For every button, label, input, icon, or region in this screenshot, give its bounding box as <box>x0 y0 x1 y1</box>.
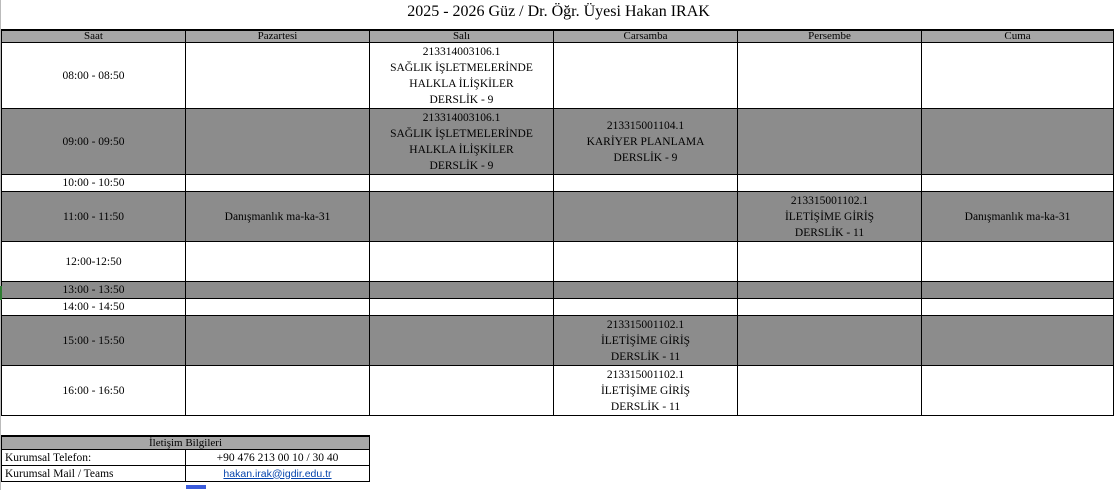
col-header-time: Saat <box>2 30 186 43</box>
schedule-cell <box>922 43 1114 109</box>
schedule-cell <box>186 43 370 109</box>
schedule-cell <box>370 192 554 242</box>
course-line: DERSLİK - 9 <box>429 93 494 106</box>
course-line: HALKLA İLİŞKİLER <box>409 143 514 156</box>
header-row <box>2 30 1114 43</box>
schedule-row <box>2 366 1114 416</box>
schedule-cell <box>370 366 554 416</box>
mail-label: Kurumsal Mail / Teams <box>2 466 186 482</box>
course-line: Danışmanlık ma-ka-31 <box>964 210 1071 223</box>
schedule-row <box>2 192 1114 242</box>
phone-value: +90 476 213 00 10 / 30 40 <box>186 450 370 466</box>
course-line: SAĞLIK İŞLETMELERİNDE <box>390 61 533 74</box>
schedule-cell <box>738 175 922 192</box>
schedule-cell <box>738 316 922 366</box>
schedule-cell <box>554 282 738 299</box>
course-line: DERSLİK - 11 <box>610 400 681 413</box>
schedule-row <box>2 43 1114 109</box>
course-line: İLETİŞİME GİRİŞ <box>600 384 691 397</box>
schedule-cell <box>738 192 922 242</box>
schedule-row <box>2 316 1114 366</box>
course-line: DERSLİK - 11 <box>610 350 681 363</box>
course-line: SAĞLIK İŞLETMELERİNDE <box>390 127 533 140</box>
schedule-cell <box>738 299 922 316</box>
time-slot: 11:00 - 11:50 <box>2 192 186 242</box>
course-line: 213315001102.1 <box>606 368 685 381</box>
time-slot: 10:00 - 10:50 <box>2 175 186 192</box>
time-slot: 16:00 - 16:50 <box>2 366 186 416</box>
col-header-wednesday: Carsamba <box>554 30 738 43</box>
schedule-cell <box>186 109 370 175</box>
schedule-cell <box>186 316 370 366</box>
schedule-cell <box>186 242 370 282</box>
col-header-tuesday: Salı <box>370 30 554 43</box>
schedule-cell <box>922 299 1114 316</box>
schedule-cell <box>738 366 922 416</box>
schedule-cell <box>922 282 1114 299</box>
schedule-cell <box>738 242 922 282</box>
course-line: 213315001102.1 <box>606 318 685 331</box>
page-title: 2025 - 2026 Güz / Dr. Öğr. Üyesi Hakan IRAK <box>407 3 710 20</box>
course-line: DERSLİK - 9 <box>429 159 494 172</box>
schedule-cell <box>922 192 1114 242</box>
col-header-friday: Cuma <box>922 30 1114 43</box>
course-line: DERSLİK - 9 <box>613 151 678 164</box>
time-slot: 14:00 - 14:50 <box>2 299 186 316</box>
time-slot: 08:00 - 08:50 <box>2 43 186 109</box>
schedule-cell <box>370 109 554 175</box>
course-line: HALKLA İLİŞKİLER <box>409 77 514 90</box>
schedule-cell <box>554 109 738 175</box>
schedule-cell <box>738 43 922 109</box>
contact-table <box>1 435 370 482</box>
schedule-cell <box>186 282 370 299</box>
schedule-cell <box>554 299 738 316</box>
schedule-cell <box>370 316 554 366</box>
time-slot: 09:00 - 09:50 <box>2 109 186 175</box>
schedule-cell <box>554 242 738 282</box>
course-line: Danışmanlık ma-ka-31 <box>224 210 331 223</box>
schedule-cell <box>370 43 554 109</box>
schedule-cell <box>186 299 370 316</box>
course-line: İLETİŞİME GİRİŞ <box>600 334 691 347</box>
phone-label: Kurumsal Telefon: <box>2 450 186 466</box>
contact-header: İletişim Bilgileri <box>2 436 370 450</box>
col-header-monday: Pazartesi <box>186 30 370 43</box>
schedule-cell <box>922 316 1114 366</box>
course-line: DERSLİK - 11 <box>794 226 865 239</box>
col-header-thursday: Persembe <box>738 30 922 43</box>
course-line: 213314003106.1 <box>422 45 501 58</box>
contact-mail-row <box>2 466 370 482</box>
schedule-cell <box>554 192 738 242</box>
course-line: 213314003106.1 <box>422 111 501 124</box>
schedule-cell <box>186 175 370 192</box>
schedule-cell <box>922 175 1114 192</box>
schedule-cell <box>554 175 738 192</box>
schedule-row <box>2 282 1114 299</box>
time-slot: 15:00 - 15:50 <box>2 316 186 366</box>
schedule-cell <box>370 242 554 282</box>
contact-phone-row <box>2 450 370 466</box>
schedule-cell <box>922 366 1114 416</box>
mail-link[interactable]: hakan.irak@igdir.edu.tr <box>223 467 332 480</box>
schedule-cell <box>186 366 370 416</box>
schedule-cell <box>738 109 922 175</box>
schedule-row <box>2 242 1114 282</box>
course-line: 213315001102.1 <box>790 194 869 207</box>
course-line: İLETİŞİME GİRİŞ <box>784 210 875 223</box>
schedule-cell <box>554 316 738 366</box>
schedule-cell <box>554 366 738 416</box>
mail-value-cell <box>186 466 370 482</box>
time-slot: 13:00 - 13:50 <box>2 282 186 299</box>
schedule-table <box>1 29 1114 416</box>
schedule-row <box>2 299 1114 316</box>
schedule-cell <box>922 242 1114 282</box>
schedule-row <box>2 109 1114 175</box>
schedule-cell <box>370 282 554 299</box>
cell-fill-handle[interactable] <box>186 485 206 489</box>
row-selection-marker <box>0 286 2 300</box>
schedule-cell <box>922 109 1114 175</box>
contact-header-row <box>2 436 370 450</box>
course-line: 213315001104.1 <box>606 119 685 132</box>
course-line: KARİYER PLANLAMA <box>586 135 705 148</box>
schedule-cell <box>186 192 370 242</box>
schedule-cell <box>554 43 738 109</box>
schedule-cell <box>738 282 922 299</box>
schedule-cell <box>370 175 554 192</box>
schedule-cell <box>370 299 554 316</box>
schedule-row <box>2 175 1114 192</box>
time-slot: 12:00-12:50 <box>2 242 186 282</box>
